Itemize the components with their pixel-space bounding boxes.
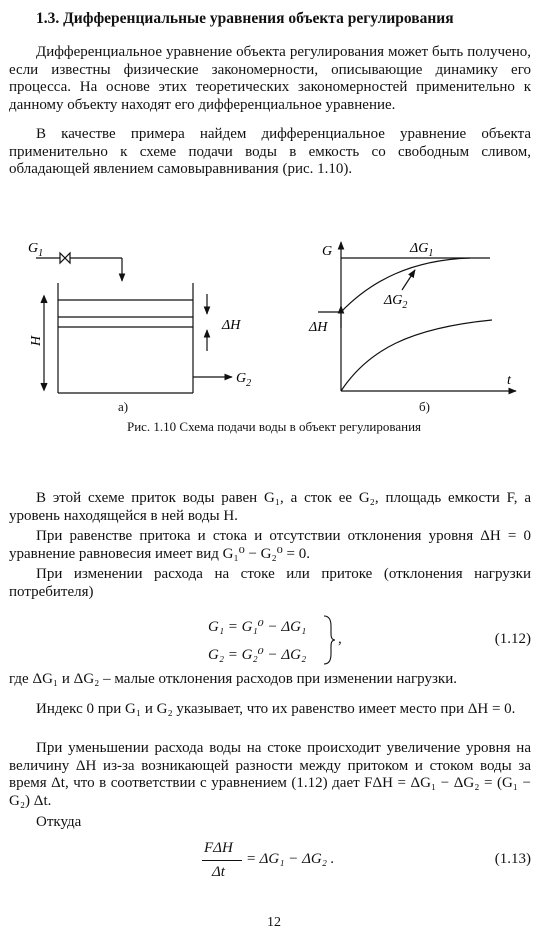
equation-1-12-number: (1.12) xyxy=(494,631,531,647)
axis-g-label: G xyxy=(322,244,333,259)
paragraph-9 xyxy=(9,814,531,832)
g2-label: $G_2$ xyxy=(236,371,252,389)
equation-1-13-number: (1.13) xyxy=(494,851,531,867)
equation-brace xyxy=(322,614,336,666)
page-number: 12 xyxy=(267,915,281,930)
paragraph-5 xyxy=(9,566,531,601)
paragraph-2 xyxy=(9,126,531,179)
paragraph-3-text: В этой схеме приток воды равен G₁, а сток ее G₂, площадь емкости F, а уровень находящейся в ней воды H. xyxy=(9,490,531,524)
paragraph-6 xyxy=(9,671,531,689)
paragraph-7-text: Индекс 0 при G₁ и G₂ указывает, что их равенство имеет место при ΔH = 0. xyxy=(36,701,516,717)
equation-comma: , xyxy=(338,631,342,647)
g1-label: $G_1$ xyxy=(28,241,44,259)
equation-1-12-line-1: G₁ = G₁⁰ − ΔG₁ xyxy=(208,619,307,635)
dh-response-curve xyxy=(341,320,492,391)
paragraph-2-text: В качестве примера найдем дифференциальное уравнение объекта применительно к схеме подачи воды в емкость со свободным сливом, обладающей явлением самовыравнивания (рис. 1.10). xyxy=(9,126,531,178)
paragraph-1 xyxy=(9,44,531,114)
equation-1-13-fraction-bar xyxy=(202,860,242,861)
h-arrow-bottom xyxy=(41,383,47,390)
section-heading: 1.3. Дифференциальные уравнения объекта регулирования xyxy=(36,10,454,27)
paragraph-8 xyxy=(9,740,531,810)
equation-1-13-rhs: = ΔG₁ − ΔG₂ . xyxy=(246,851,335,867)
equation-1-13-denominator: Δt xyxy=(212,864,225,880)
valve-icon xyxy=(60,253,70,263)
dg2-label: $\Delta G_2$ xyxy=(384,293,408,311)
axis-t-label: t xyxy=(507,373,511,388)
equation-1-13-numerator: FΔH xyxy=(204,840,233,856)
paragraph-1-text: Дифференциальное уравнение объекта регулирования может быть получено, если известны физические закономерности, описывающие динамику его процесса. На основе этих теоретических закономерностей применительно к данному объекту находят его дифференциальное уравнение. xyxy=(9,44,531,113)
response-graphs xyxy=(318,242,516,391)
dg2-pointer xyxy=(402,270,415,290)
tank-diagram xyxy=(36,253,232,393)
equation-1-12-line-2: G₂ = G₂⁰ − ΔG₂ xyxy=(208,647,307,663)
figure-caption: Рис. 1.10 Схема подачи воды в объект регулирования xyxy=(126,419,422,434)
figure-label-b: б) xyxy=(419,399,430,414)
figure-1-10 xyxy=(0,228,548,418)
paragraph-6-text: где ΔG₁ и ΔG₂ – малые отклонения расходов при изменении нагрузки. xyxy=(9,671,457,687)
paragraph-5-text: При изменении расхода на стоке или притоке (отклонения нагрузки потребителя) xyxy=(9,566,531,600)
dg1-label: $\Delta G_1$ xyxy=(410,241,434,259)
paragraph-9-text: Откуда xyxy=(36,814,82,830)
paragraph-8-text: При уменьшении расхода воды на стоке происходит увеличение уровня на величину ΔH из-за возникающей разности между притоком и стоком воды за время Δt, что в соответствии с уравнением (1.12) дает FΔH = ΔG₁ − ΔG₂ = (G₁ − G₂) Δt. xyxy=(9,740,531,809)
paragraph-7 xyxy=(9,701,531,719)
h-label: H xyxy=(29,335,44,346)
paragraph-4 xyxy=(9,528,531,563)
h-arrow-top xyxy=(41,296,47,303)
axis-dh-label: ΔH xyxy=(309,320,328,335)
paragraph-4-text: При равенстве притока и стока и отсутствии отклонения уровня ΔH = 0 уравнение равновесия имеет вид G₁⁰ − G₂⁰ = 0. xyxy=(9,528,531,562)
figure-label-a: а) xyxy=(118,399,129,414)
paragraph-3 xyxy=(9,490,531,525)
dh-label: ΔH xyxy=(222,318,241,333)
